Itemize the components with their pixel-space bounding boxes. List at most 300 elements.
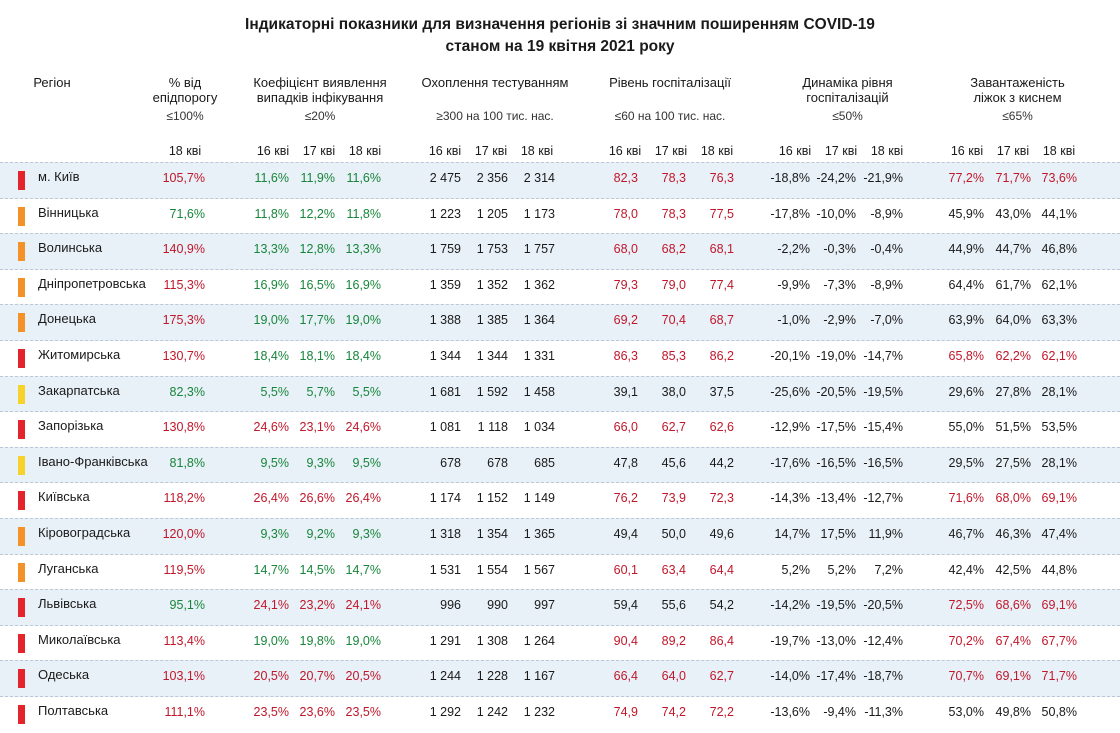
hospitalization-value: 85,3	[661, 349, 686, 363]
dynamics-value: -7,3%	[823, 277, 856, 292]
dynamics-value: -20,5%	[816, 384, 856, 399]
day-detection-16: 16 кві	[256, 144, 290, 158]
hospitalization-value: 77,5	[709, 206, 734, 221]
detection-value: 14,7%	[253, 562, 289, 577]
dynamics-value: -13,4%	[816, 491, 856, 506]
header-dynamics: Динаміка рівня госпіталізацій	[802, 75, 893, 105]
testing-value: 1 152	[476, 491, 508, 506]
testing-value: 1 173	[523, 206, 555, 221]
dynamics-value: -13,6%	[770, 705, 810, 719]
testing-value: 1 344	[476, 349, 508, 363]
detection-value: 9,5%	[352, 455, 381, 470]
hospitalization-value: 68,2	[661, 242, 686, 257]
oxygen-value: 65,8%	[948, 349, 984, 363]
detection-value: 12,2%	[299, 206, 335, 221]
table-row	[0, 269, 1120, 306]
status-marker	[18, 313, 25, 332]
detection-value: 9,3%	[352, 527, 381, 541]
detection-value: 18,4%	[253, 349, 289, 363]
status-marker	[18, 278, 25, 297]
testing-value: 1 232	[523, 705, 555, 719]
threshold-hospitalization: ≤60 на 100 тис. нас.	[614, 109, 726, 123]
detection-value: 5,7%	[306, 384, 335, 399]
detection-value: 19,0%	[345, 313, 381, 328]
dynamics-value: 5,2%	[827, 562, 856, 577]
table-row	[0, 518, 1120, 555]
hospitalization-value: 78,0	[613, 206, 638, 221]
testing-value: 1 567	[523, 562, 555, 577]
detection-value: 24,6%	[253, 420, 289, 435]
testing-value: 1 331	[523, 349, 555, 363]
epidemic-value: 118,2%	[163, 491, 205, 506]
testing-value: 1 592	[476, 384, 508, 399]
dynamics-value: -14,2%	[770, 598, 810, 613]
testing-value: 1 388	[429, 313, 461, 328]
dynamics-value: -11,3%	[864, 705, 903, 719]
detection-value: 23,1%	[299, 420, 335, 435]
detection-value: 9,2%	[306, 527, 335, 541]
hospitalization-value: 66,0	[613, 420, 638, 435]
oxygen-value: 46,8%	[1041, 242, 1077, 257]
detection-value: 5,5%	[352, 384, 381, 399]
testing-value: 1 753	[476, 242, 508, 257]
hospitalization-value: 62,6	[709, 420, 734, 435]
testing-value: 1 681	[429, 384, 461, 399]
oxygen-value: 53,0%	[948, 705, 984, 719]
epidemic-value: 115,3%	[163, 277, 205, 292]
table-row	[0, 340, 1120, 377]
day-testing-17: 17 кві	[474, 144, 508, 158]
testing-value: 1 264	[523, 633, 555, 648]
table-row	[0, 198, 1120, 235]
dynamics-value: -19,0%	[816, 349, 856, 363]
detection-value: 19,0%	[253, 313, 289, 328]
epidemic-value: 111,1%	[164, 705, 205, 719]
dynamics-value: -18,7%	[863, 669, 903, 684]
oxygen-value: 55,0%	[948, 420, 984, 435]
testing-value: 1 291	[429, 633, 461, 648]
detection-value: 26,4%	[253, 491, 289, 506]
dynamics-value: -19,5%	[863, 384, 903, 399]
dynamics-value: -10,0%	[816, 206, 856, 221]
testing-value: 1 318	[429, 527, 461, 541]
table-row	[0, 625, 1120, 662]
dynamics-value: -25,6%	[770, 384, 810, 399]
testing-value: 990	[487, 598, 508, 613]
hospitalization-value: 78,3	[661, 171, 686, 185]
hospitalization-value: 38,0	[661, 384, 686, 399]
oxygen-value: 43,0%	[995, 206, 1031, 221]
detection-value: 13,3%	[253, 242, 289, 257]
detection-value: 23,5%	[345, 705, 381, 719]
detection-value: 13,3%	[345, 242, 381, 257]
threshold-testing: ≥300 на 100 тис. нас.	[436, 109, 554, 123]
testing-value: 678	[440, 455, 461, 470]
region-name: Одеська	[38, 667, 90, 683]
detection-value: 23,5%	[253, 705, 289, 719]
status-marker	[18, 527, 25, 546]
oxygen-value: 51,5%	[995, 420, 1031, 435]
testing-value: 1 359	[429, 277, 461, 292]
hospitalization-value: 59,4	[613, 598, 638, 613]
oxygen-value: 42,5%	[995, 562, 1031, 577]
testing-value: 1 354	[476, 527, 508, 541]
detection-value: 23,6%	[299, 705, 335, 719]
dynamics-value: 17,5%	[820, 527, 856, 541]
day-dyn-18: 18 кві	[870, 144, 904, 158]
table-row	[0, 589, 1120, 626]
hospitalization-value: 68,1	[709, 242, 734, 257]
oxygen-value: 67,4%	[995, 633, 1031, 648]
oxygen-value: 71,6%	[948, 491, 984, 506]
hospitalization-value: 76,2	[613, 491, 638, 506]
testing-value: 997	[534, 598, 555, 613]
region-name: Запорізька	[38, 418, 104, 434]
hospitalization-value: 62,7	[661, 420, 686, 435]
detection-value: 5,5%	[260, 384, 289, 399]
testing-value: 1 362	[523, 277, 555, 292]
dynamics-value: -9,9%	[777, 277, 810, 292]
testing-value: 2 314	[523, 171, 555, 185]
table-row	[0, 411, 1120, 448]
day-dyn-16: 16 кві	[778, 144, 812, 158]
day-testing-18: 18 кві	[520, 144, 554, 158]
dynamics-value: -17,4%	[816, 669, 856, 684]
epidemic-value: 103,1%	[162, 669, 205, 684]
detection-value: 12,8%	[299, 242, 335, 257]
hospitalization-value: 66,4	[613, 669, 638, 684]
detection-value: 19,0%	[253, 633, 289, 648]
hospitalization-value: 37,5	[709, 384, 734, 399]
oxygen-value: 67,7%	[1041, 633, 1077, 648]
hospitalization-value: 74,2	[661, 705, 686, 719]
testing-value: 2 356	[476, 171, 508, 185]
oxygen-value: 61,7%	[995, 277, 1031, 292]
oxygen-value: 70,7%	[948, 669, 984, 684]
dynamics-value: -19,7%	[770, 633, 810, 648]
dynamics-value: -14,0%	[770, 669, 810, 684]
region-name: Івано-Франківська	[38, 453, 148, 469]
hospitalization-value: 60,1	[613, 562, 638, 577]
hospitalization-value: 72,3	[709, 491, 734, 506]
hospitalization-value: 63,4	[661, 562, 686, 577]
oxygen-value: 62,2%	[995, 349, 1031, 363]
header-region: Регіон	[33, 75, 71, 90]
testing-value: 1 244	[429, 669, 461, 684]
dynamics-value: -16,5%	[816, 455, 856, 470]
day-oxy-17: 17 кві	[996, 144, 1030, 158]
detection-value: 9,3%	[260, 527, 289, 541]
region-name: Полтавська	[38, 703, 109, 718]
epidemic-value: 95,1%	[169, 598, 205, 613]
oxygen-value: 28,1%	[1041, 384, 1077, 399]
oxygen-value: 64,0%	[995, 313, 1031, 328]
table-row	[0, 554, 1120, 591]
header-detection: Коефіцієнт виявлення випадків інфікування	[253, 75, 387, 105]
hospitalization-value: 44,2	[709, 455, 734, 470]
testing-value: 1 352	[476, 277, 508, 292]
detection-value: 24,6%	[345, 420, 381, 435]
status-marker	[18, 207, 25, 226]
testing-value: 678	[487, 455, 508, 470]
oxygen-value: 47,4%	[1041, 527, 1077, 541]
testing-value: 1 242	[476, 705, 508, 719]
table-row	[0, 660, 1120, 697]
detection-value: 16,9%	[253, 277, 289, 292]
detection-value: 16,9%	[345, 277, 381, 292]
detection-value: 20,7%	[299, 669, 335, 684]
detection-value: 11,6%	[254, 171, 289, 185]
dynamics-value: -18,8%	[770, 171, 810, 185]
oxygen-value: 46,3%	[995, 527, 1031, 541]
region-name: Житомирська	[38, 347, 121, 362]
hospitalization-value: 70,4	[661, 313, 686, 328]
hospitalization-value: 78,3	[661, 206, 686, 221]
epidemic-value: 140,9%	[162, 242, 205, 257]
detection-value: 11,8%	[254, 206, 289, 221]
status-marker	[18, 563, 25, 582]
hospitalization-value: 90,4	[613, 633, 638, 648]
hospitalization-value: 47,8	[613, 455, 638, 470]
header-oxygen: Завантаженість ліжок з киснем	[970, 75, 1065, 105]
dynamics-value: -20,5%	[863, 598, 903, 613]
day-oxy-18: 18 кві	[1042, 144, 1076, 158]
region-name: м. Київ	[38, 169, 80, 184]
hospitalization-value: 50,0	[661, 527, 686, 541]
hospitalization-value: 68,7	[709, 313, 734, 328]
dynamics-value: -9,4%	[823, 705, 856, 719]
hospitalization-value: 55,6	[661, 598, 686, 613]
status-marker	[18, 171, 25, 190]
oxygen-value: 69,1%	[995, 669, 1031, 684]
table-row	[0, 447, 1120, 484]
oxygen-value: 29,6%	[948, 384, 984, 399]
dynamics-value: -20,1%	[770, 349, 810, 363]
dynamics-value: -14,7%	[863, 349, 903, 363]
region-name: Львівська	[38, 596, 97, 612]
status-marker	[18, 242, 25, 261]
region-name: Кіровоградська	[38, 525, 131, 540]
day-dyn-17: 17 кві	[824, 144, 858, 158]
dynamics-value: -17,5%	[816, 420, 856, 435]
oxygen-value: 71,7%	[995, 171, 1031, 185]
oxygen-value: 28,1%	[1041, 455, 1077, 470]
testing-value: 1 458	[523, 384, 555, 399]
oxygen-value: 63,3%	[1041, 313, 1077, 328]
testing-value: 1 118	[477, 420, 508, 435]
region-name: Закарпатська	[38, 382, 120, 398]
status-marker	[18, 491, 25, 510]
testing-value: 1 149	[523, 491, 555, 506]
dynamics-value: -12,9%	[770, 420, 810, 435]
hospitalization-value: 73,9	[661, 491, 686, 506]
oxygen-value: 53,5%	[1041, 420, 1077, 435]
testing-value: 1 759	[429, 242, 461, 257]
header-hospitalization: Рівень госпіталізації	[609, 75, 731, 90]
table-row	[0, 304, 1120, 341]
oxygen-value: 69,1%	[1041, 491, 1077, 506]
oxygen-value: 50,8%	[1041, 705, 1077, 719]
table-row	[0, 482, 1120, 519]
hospitalization-value: 86,2	[709, 349, 734, 363]
testing-value: 2 475	[429, 171, 461, 185]
testing-value: 1 757	[523, 242, 555, 257]
detection-value: 18,4%	[345, 349, 381, 363]
testing-value: 1 531	[429, 562, 461, 577]
dynamics-value: -12,7%	[863, 491, 903, 506]
region-name: Донецька	[38, 311, 97, 327]
hospitalization-value: 64,0	[661, 669, 686, 684]
epidemic-value: 119,5%	[163, 562, 205, 577]
detection-value: 20,5%	[253, 669, 289, 684]
detection-value: 20,5%	[345, 669, 381, 684]
oxygen-value: 44,1%	[1041, 206, 1077, 221]
region-name: Миколаївська	[38, 631, 121, 647]
region-name: Дніпропетровська	[38, 275, 146, 291]
dynamics-value: -17,8%	[770, 206, 810, 221]
oxygen-value: 68,6%	[995, 598, 1031, 613]
hospitalization-value: 39,1	[613, 384, 638, 399]
hospitalization-value: 72,2	[709, 705, 734, 719]
region-name: Луганська	[38, 560, 99, 576]
day-detection-17: 17 кві	[302, 144, 336, 158]
title-line-1: Індикаторні показники для визначення регіонів зі значним поширенням COVID-19	[245, 16, 875, 33]
hospitalization-value: 45,6	[661, 455, 686, 470]
testing-value: 1 385	[476, 313, 508, 328]
day-hosp-16: 16 кві	[608, 144, 642, 158]
testing-value: 1 174	[429, 491, 461, 506]
testing-value: 1 364	[523, 313, 555, 328]
oxygen-value: 77,2%	[948, 171, 984, 185]
dynamics-value: -7,0%	[870, 313, 903, 328]
detection-value: 14,5%	[299, 562, 335, 577]
dynamics-value: -14,3%	[770, 491, 810, 506]
detection-value: 26,4%	[345, 491, 381, 506]
day-epidemic-18: 18 кві	[168, 144, 202, 158]
region-name: Київська	[38, 489, 90, 505]
table-row	[0, 162, 1120, 199]
detection-value: 11,6%	[346, 171, 381, 185]
dynamics-value: -8,9%	[870, 277, 903, 292]
table-row	[0, 696, 1120, 733]
epidemic-value: 105,7%	[162, 171, 205, 185]
status-marker	[18, 669, 25, 688]
day-hosp-17: 17 кві	[654, 144, 688, 158]
testing-value: 1 344	[429, 349, 461, 363]
hospitalization-value: 82,3	[613, 171, 638, 185]
region-name: Вінницька	[38, 204, 99, 220]
dynamics-value: -16,5%	[863, 455, 903, 470]
detection-value: 24,1%	[345, 598, 381, 613]
oxygen-value: 68,0%	[995, 491, 1031, 506]
day-hosp-18: 18 кві	[700, 144, 734, 158]
hospitalization-value: 79,3	[613, 277, 638, 292]
epidemic-value: 71,6%	[169, 206, 205, 221]
dynamics-value: -21,9%	[863, 171, 903, 185]
oxygen-value: 63,9%	[948, 313, 984, 328]
day-testing-16: 16 кві	[428, 144, 462, 158]
table-row	[0, 233, 1120, 270]
detection-value: 14,7%	[345, 562, 381, 577]
oxygen-value: 27,8%	[995, 384, 1031, 399]
hospitalization-value: 54,2	[709, 598, 734, 613]
testing-value: 1 081	[429, 420, 461, 435]
dynamics-value: -2,9%	[823, 313, 856, 328]
dynamics-value: -12,4%	[863, 633, 903, 648]
status-marker	[18, 705, 25, 724]
testing-value: 1 292	[429, 705, 461, 719]
hospitalization-value: 64,4	[709, 562, 734, 577]
hospitalization-value: 49,6	[709, 527, 734, 541]
testing-value: 1 034	[523, 420, 555, 435]
detection-value: 24,1%	[253, 598, 289, 613]
hospitalization-value: 89,2	[661, 633, 686, 648]
hospitalization-value: 68,0	[613, 242, 638, 257]
dynamics-value: 5,2%	[781, 562, 810, 577]
dynamics-value: 11,9%	[868, 527, 903, 541]
title-line-2: станом на 19 квітня 2021 року	[445, 38, 675, 55]
oxygen-value: 71,7%	[1041, 669, 1077, 684]
header-testing: Охоплення тестуванням	[421, 75, 569, 90]
hospitalization-value: 86,4	[709, 633, 734, 648]
dynamics-value: -13,0%	[816, 633, 856, 648]
oxygen-value: 27,5%	[995, 455, 1031, 470]
detection-value: 9,5%	[260, 455, 289, 470]
testing-value: 996	[440, 598, 461, 613]
region-name: Волинська	[38, 240, 103, 256]
dynamics-value: -8,9%	[870, 206, 903, 221]
detection-value: 11,9%	[300, 171, 335, 185]
epidemic-value: 113,4%	[163, 633, 205, 648]
detection-value: 17,7%	[299, 313, 335, 328]
header-epidemic: % від епідпорогу	[152, 75, 218, 105]
detection-value: 9,3%	[306, 455, 335, 470]
hospitalization-value: 74,9	[613, 705, 638, 719]
hospitalization-value: 79,0	[661, 277, 686, 292]
hospitalization-value: 69,2	[613, 313, 638, 328]
detection-value: 19,0%	[345, 633, 381, 648]
testing-value: 1 167	[523, 669, 555, 684]
testing-value: 1 554	[476, 562, 508, 577]
epidemic-value: 81,8%	[169, 455, 205, 470]
status-marker	[18, 420, 25, 439]
threshold-dynamics: ≤50%	[832, 109, 863, 123]
detection-value: 19,8%	[299, 633, 335, 648]
dynamics-value: 7,2%	[874, 562, 903, 577]
threshold-detection: ≤20%	[304, 109, 336, 123]
dynamics-value: -15,4%	[863, 420, 903, 435]
epidemic-value: 82,3%	[169, 384, 205, 399]
detection-value: 11,8%	[346, 206, 381, 221]
status-marker	[18, 349, 25, 368]
hospitalization-value: 77,4	[709, 277, 734, 292]
oxygen-value: 64,4%	[948, 277, 984, 292]
dynamics-value: 14,7%	[774, 527, 810, 541]
dynamics-value: -24,2%	[816, 171, 856, 185]
epidemic-value: 130,8%	[162, 420, 205, 435]
epidemic-value: 120,0%	[162, 527, 205, 541]
testing-value: 1 228	[476, 669, 508, 684]
epidemic-value: 130,7%	[162, 349, 205, 363]
dynamics-value: -19,5%	[816, 598, 856, 613]
oxygen-value: 45,9%	[948, 206, 984, 221]
oxygen-value: 42,4%	[948, 562, 984, 577]
oxygen-value: 44,7%	[995, 242, 1031, 257]
oxygen-value: 62,1%	[1041, 277, 1077, 292]
dynamics-value: -0,3%	[823, 242, 856, 257]
hospitalization-value: 49,4	[613, 527, 638, 541]
hospitalization-value: 62,7	[709, 669, 734, 684]
